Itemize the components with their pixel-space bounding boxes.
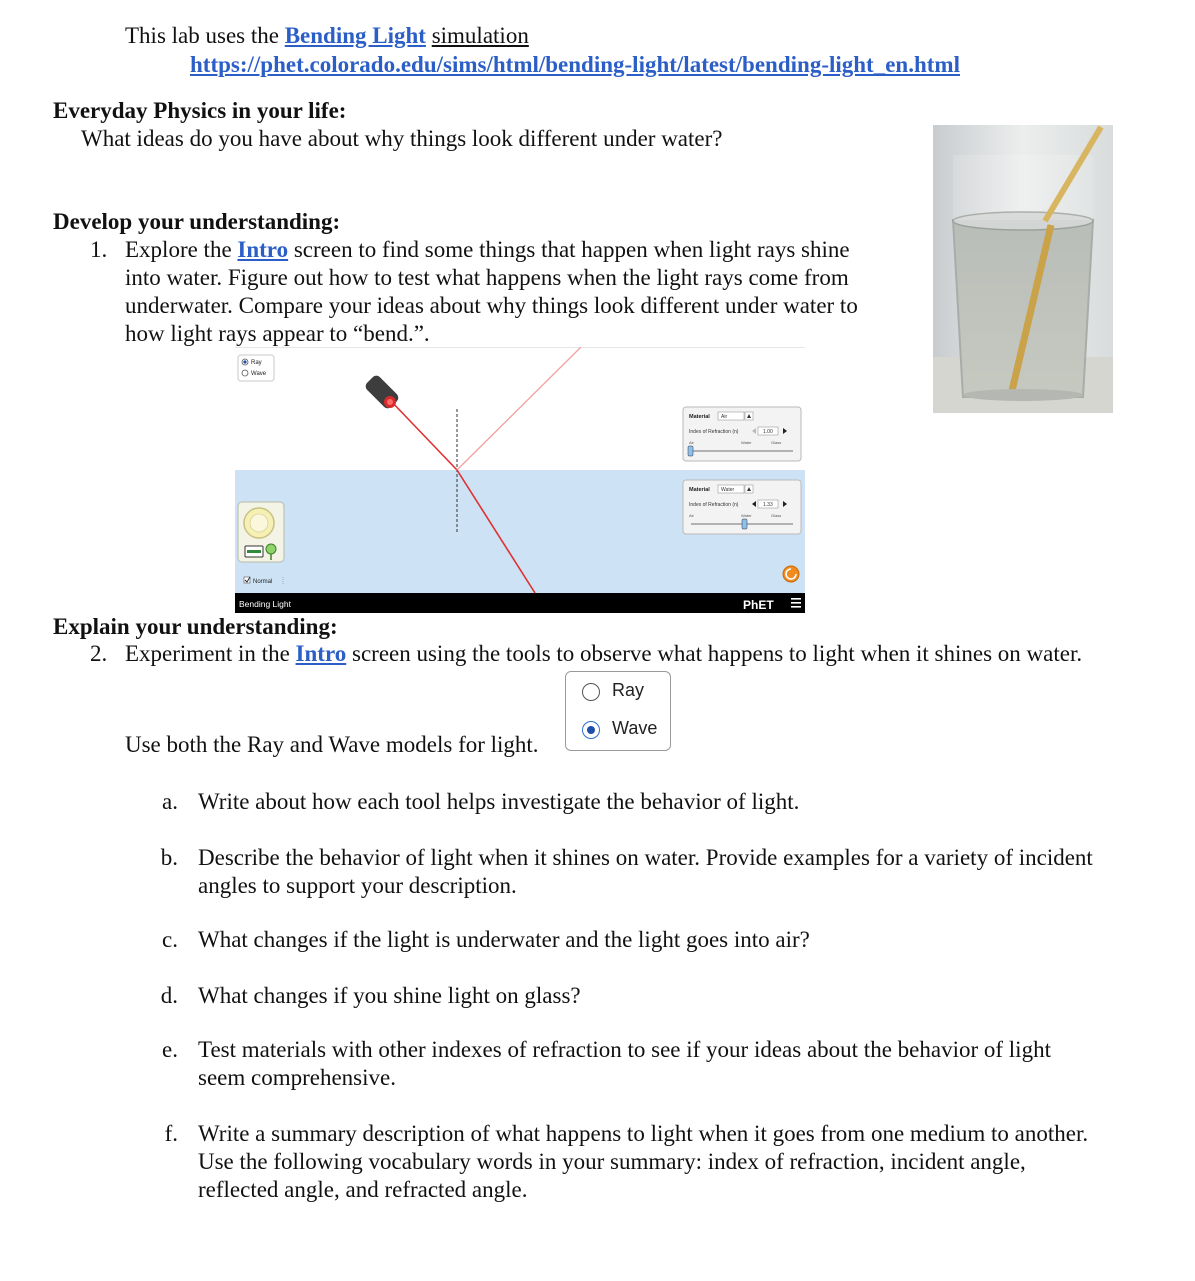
top-index-label: Index of Refraction (n) (689, 429, 739, 435)
menu-icon[interactable] (791, 598, 801, 608)
develop-line-3: underwater. Compare your ideas about why things look different under water to (125, 293, 858, 318)
bottom-index-label: Index of Refraction (n) (689, 502, 739, 508)
models-instruction: Use both the Ray and Wave models for light. (125, 732, 539, 757)
explain-intro-link[interactable]: Intro (295, 641, 347, 666)
item-d-letter: d. (160, 983, 178, 1008)
phet-logo[interactable]: PhET (743, 598, 774, 612)
top-scale-air: Air (689, 440, 694, 445)
bottom-scale-water: Water (741, 513, 752, 518)
develop-item-number: 1. (90, 237, 108, 262)
top-material-value: Air (721, 414, 728, 420)
everyday-heading: Everyday Physics in your life: (53, 98, 347, 123)
bottom-material-label: Material (689, 487, 710, 493)
item-f-line-1: Write a summary description of what happens to light when it goes from one medium to another. (198, 1121, 1089, 1146)
bottom-index-value: 1.33 (763, 502, 773, 508)
bottom-material-value: Water (721, 487, 735, 493)
item-e-letter: e. (162, 1037, 178, 1062)
item-f-line-3: reflected angle, and refracted angle. (198, 1177, 528, 1202)
item-f-letter: f. (164, 1121, 178, 1146)
ray-radio-button[interactable] (582, 683, 600, 701)
explain-line (125, 640, 1082, 668)
bottom-scale-glass: Glass (771, 513, 782, 518)
item-b-line-1: Describe the behavior of light when it shines on water. Provide examples for a variety of incident (198, 845, 1093, 870)
item-b-letter: b. (160, 845, 178, 870)
develop-line-4: how light rays appear to “bend.”. (125, 321, 430, 346)
bottom-scale-air: Air (689, 513, 694, 518)
ray-option-label: Ray (612, 680, 645, 700)
item-e-line-2: seem comprehensive. (198, 1065, 396, 1090)
ray-label: Ray (251, 360, 262, 366)
develop-line-1-end: screen to find some things that happen when light rays shine (293, 237, 850, 262)
normal-label: Normal (253, 579, 273, 585)
intro-link[interactable]: Intro (237, 237, 289, 262)
intro-prefix: This lab uses the (125, 23, 279, 48)
item-c-letter: c. (162, 927, 178, 952)
wave-label: Wave (251, 371, 267, 377)
bottom-index-slider-thumb[interactable] (742, 519, 747, 529)
toolbox (238, 502, 284, 562)
item-b-line-2: angles to support your description. (198, 873, 517, 898)
ray-wave-radio-group (238, 355, 274, 381)
glass-with-straw-photo (933, 125, 1113, 413)
sensor-probe-icon[interactable] (266, 544, 276, 554)
item-f-line-2: Use the following vocabulary words in your summary: index of refraction, incident angle, (198, 1149, 1026, 1174)
sim-navbar (235, 593, 805, 613)
develop-line-2: into water. Figure out how to test what happens when the light rays come from (125, 265, 849, 290)
ray-wave-control (565, 671, 671, 751)
item-c-line-1: What changes if the light is underwater and the light goes into air? (198, 927, 810, 952)
bending-light-link[interactable]: Bending Light (284, 23, 426, 48)
wave-radio-button[interactable] (582, 721, 600, 739)
wave-option-label: Wave (612, 718, 658, 738)
bottom-material-panel (683, 480, 801, 534)
everyday-question: What ideas do you have about why things look different under water? (81, 126, 723, 151)
develop-heading: Develop your understanding: (53, 209, 341, 234)
top-material-label: Material (689, 414, 710, 420)
item-e-line-1: Test materials with other indexes of refraction to see if your ideas about the behavior of light (198, 1037, 1051, 1062)
explain-item-number: 2. (90, 641, 108, 666)
item-d-line-1: What changes if you shine light on glass? (198, 983, 581, 1008)
bending-light-simulation (235, 347, 805, 613)
item-a-line-1: Write about how each tool helps investigate the behavior of light. (198, 789, 800, 814)
develop-line-1 (125, 236, 850, 264)
develop-line-1-start: Explore the (125, 237, 232, 262)
top-scale-water: Water (741, 440, 752, 445)
explain-heading: Explain your understanding: (53, 614, 338, 639)
sim-title: Bending Light (239, 599, 291, 609)
top-index-value: 1.00 (763, 429, 773, 435)
top-index-slider-thumb[interactable] (688, 446, 693, 456)
intro-line (125, 22, 529, 50)
top-scale-glass: Glass (771, 440, 782, 445)
wave-radio[interactable] (242, 370, 248, 376)
item-a-letter: a. (162, 789, 178, 814)
simulation-url-link[interactable]: https://phet.colorado.edu/sims/html/bending-light/latest/bending-light_en.html (190, 52, 960, 77)
explain-line-end: screen using the tools to observe what happens to light when it shines on water. (352, 641, 1083, 666)
simulation-word: simulation (431, 23, 529, 48)
top-material-panel (683, 407, 801, 461)
explain-line-start: Experiment in the (125, 641, 290, 666)
